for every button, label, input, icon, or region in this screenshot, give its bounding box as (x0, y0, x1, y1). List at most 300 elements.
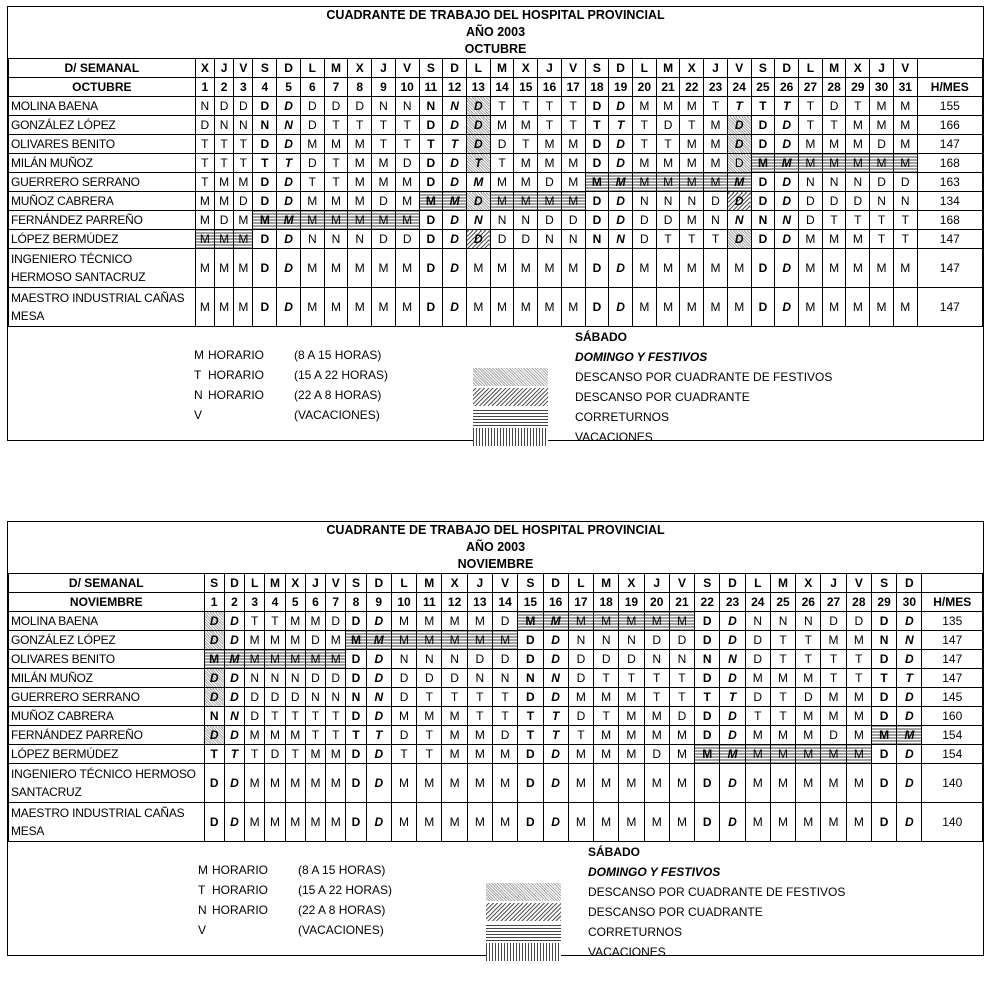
shift-cell: D (727, 154, 751, 173)
shift-cell: T (518, 726, 543, 745)
shift-cell: N (492, 669, 517, 688)
employee-name: INGENIERO TÉCNICO HERMOSO SANTACRUZ (9, 249, 196, 288)
shift-cell: M (245, 764, 265, 803)
shift-cell: M (796, 803, 821, 842)
day-number-cell: 27 (799, 78, 823, 97)
shift-cell: M (745, 803, 770, 842)
shift-cell: M (796, 707, 821, 726)
shift-cell: M (443, 192, 467, 211)
shift-cell: D (871, 764, 896, 803)
shift-cell: D (897, 803, 922, 842)
day-number-cell: 12 (442, 593, 467, 612)
shift-cell: T (214, 135, 233, 154)
shift-cell: T (893, 230, 917, 249)
shift-cell: M (467, 745, 492, 764)
shift-cell: D (870, 173, 894, 192)
shift-cell: M (543, 612, 568, 631)
shift-cell: D (265, 745, 285, 764)
employee-name: MUÑOZ CABRERA (9, 192, 196, 211)
shift-grid (8, 58, 983, 327)
shift-cell: M (467, 726, 492, 745)
shift-cell: M (619, 688, 644, 707)
shift-cell: D (443, 211, 467, 230)
shift-cell: M (822, 230, 846, 249)
employee-name: FERNÁNDEZ PARREÑO (9, 726, 205, 745)
shift-cell: M (704, 249, 728, 288)
shift-cell: M (538, 154, 562, 173)
shift-cell: M (214, 288, 233, 327)
shift-cell: M (822, 154, 846, 173)
legend-shift-item (194, 345, 494, 365)
domingo-label: DOMINGO Y FESTIVOS (588, 865, 721, 879)
shift-cell: D (609, 288, 633, 327)
shift-cell: M (324, 211, 348, 230)
weekday-cell: X (619, 574, 644, 593)
day-number-cell: 21 (669, 593, 694, 612)
shift-cell: N (680, 192, 704, 211)
shift-cell: D (466, 230, 490, 249)
shift-cell: D (751, 230, 775, 249)
shift-hours: (22 A 8 HORAS) (294, 388, 382, 402)
shift-cell: D (492, 612, 517, 631)
shift-cell: D (644, 745, 669, 764)
shift-cell: T (585, 116, 609, 135)
shift-cell: M (821, 707, 846, 726)
shift-cell: M (669, 612, 694, 631)
shift-cell: D (265, 688, 285, 707)
shift-cell: D (870, 135, 894, 154)
shift-cell: M (204, 650, 224, 669)
shift-cell: T (305, 726, 325, 745)
weekday-cell: X (514, 59, 538, 78)
shift-cell: T (234, 154, 253, 173)
shift-cell: T (443, 135, 467, 154)
shift-cell: D (366, 669, 391, 688)
shift-cell: D (305, 631, 325, 650)
blank-cell (922, 574, 983, 593)
shift-grid (8, 573, 983, 842)
shift-cell: M (846, 230, 870, 249)
shift-label: HORARIO (212, 863, 269, 877)
weekday-cell: X (680, 59, 704, 78)
shift-cell: D (822, 97, 846, 116)
dsemanal-label: D/ SEMANAL (9, 59, 196, 78)
shift-cell: D (324, 97, 348, 116)
shift-cell: M (326, 803, 346, 842)
shift-cell: T (285, 707, 305, 726)
legend-shift-item (198, 920, 498, 940)
shift-cell: N (417, 650, 442, 669)
shift-cell: D (695, 764, 720, 803)
shift-cell: D (775, 173, 799, 192)
shift-cell: M (870, 97, 894, 116)
shift-cell: M (366, 631, 391, 650)
shift-code: V (194, 408, 203, 422)
shift-cell: M (285, 803, 305, 842)
shift-cell: M (538, 249, 562, 288)
shift-cell: N (727, 211, 751, 230)
shift-cell: D (695, 726, 720, 745)
monthly-hours: 160 (922, 707, 983, 726)
day-number-cell: 14 (492, 593, 517, 612)
shift-cell: M (568, 612, 593, 631)
shift-cell: D (366, 650, 391, 669)
shift-cell: M (727, 288, 751, 327)
employee-name: MILÁN MUÑOZ (9, 669, 205, 688)
shift-cell: M (846, 688, 871, 707)
shift-cell: D (822, 192, 846, 211)
shift-cell: T (704, 97, 728, 116)
shift-cell: D (799, 211, 823, 230)
shift-cell: D (204, 803, 224, 842)
shift-cell: N (619, 631, 644, 650)
shift-cell: M (372, 173, 396, 192)
day-number-cell: 17 (561, 78, 585, 97)
shift-cell: D (443, 249, 467, 288)
shift-cell: M (893, 135, 917, 154)
shift-cell: D (751, 192, 775, 211)
shift-cell: T (253, 154, 277, 173)
legend-shift-item (198, 880, 498, 900)
shift-cell: M (372, 249, 396, 288)
day-number-cell: 6 (305, 593, 325, 612)
shift-cell: M (224, 650, 244, 669)
shift-cell: M (305, 650, 325, 669)
shift-cell: D (391, 726, 416, 745)
shift-cell: M (799, 135, 823, 154)
shift-cell: D (538, 211, 562, 230)
weekday-cell: L (391, 574, 416, 593)
shift-cell: D (277, 97, 301, 116)
shift-cell: M (893, 116, 917, 135)
shift-cell: M (442, 631, 467, 650)
shift-cell: D (720, 726, 745, 745)
shift-cell: D (561, 211, 585, 230)
shift-cell: M (619, 745, 644, 764)
employee-name: GONZÁLEZ LÓPEZ (9, 631, 205, 650)
shift-cell: N (265, 669, 285, 688)
shift-cell: T (751, 97, 775, 116)
shift-cell: D (419, 116, 443, 135)
shift-cell: D (253, 97, 277, 116)
employee-row (9, 192, 983, 211)
shift-cell: D (224, 688, 244, 707)
shift-hours: (VACACIONES) (294, 408, 380, 422)
shift-cell: D (695, 631, 720, 650)
shift-code: N (198, 903, 207, 917)
weekday-cell: V (326, 574, 346, 593)
shift-cell: M (391, 612, 416, 631)
shift-cell: M (300, 288, 324, 327)
day-number-cell: 1 (195, 78, 214, 97)
shift-cell: M (609, 173, 633, 192)
shift-cell: N (632, 192, 656, 211)
weekday-cell: J (538, 59, 562, 78)
shift-cell: D (277, 192, 301, 211)
shift-cell: M (704, 135, 728, 154)
shift-cell: N (518, 669, 543, 688)
legend-shift-item (198, 900, 498, 920)
shift-cell: D (204, 631, 224, 650)
shift-cell: D (669, 707, 694, 726)
shift-cell: M (285, 612, 305, 631)
day-number-cell: 11 (417, 593, 442, 612)
header-title: CUADRANTE DE TRABAJO DEL HOSPITAL PROVINCIAL (326, 8, 665, 22)
shift-cell: D (585, 249, 609, 288)
day-number-cell: 8 (346, 593, 366, 612)
shift-cell: M (656, 173, 680, 192)
shift-cell: M (561, 173, 585, 192)
shift-cell: T (669, 688, 694, 707)
shift-cell: T (680, 230, 704, 249)
pattern-label: CORRETURNOS (588, 925, 683, 939)
shift-cell: D (253, 230, 277, 249)
employee-row (9, 764, 983, 803)
shift-cell: T (745, 707, 770, 726)
shift-cell: D (348, 97, 372, 116)
shift-cell: T (277, 154, 301, 173)
header-title: CUADRANTE DE TRABAJO DEL HOSPITAL PROVINCIAL (326, 523, 665, 537)
shift-cell: D (346, 669, 366, 688)
day-number-cell: 15 (514, 78, 538, 97)
weekday-cell: M (265, 574, 285, 593)
shift-cell: T (285, 745, 305, 764)
pattern-swatch (486, 943, 561, 961)
shift-cell: T (265, 612, 285, 631)
shift-cell: D (871, 650, 896, 669)
shift-cell: M (680, 288, 704, 327)
shift-cell: N (442, 650, 467, 669)
shift-cell: N (538, 230, 562, 249)
day-number-cell: 15 (518, 593, 543, 612)
employee-name: MAESTRO INDUSTRIAL CAÑAS MESA (9, 288, 196, 327)
shift-cell: D (518, 745, 543, 764)
shift-cell: D (871, 612, 896, 631)
shift-cell: M (285, 726, 305, 745)
day-number-cell: 20 (644, 593, 669, 612)
shift-cell: M (821, 745, 846, 764)
weekday-cell: D (720, 574, 745, 593)
pattern-label: VACACIONES (588, 945, 666, 959)
shift-cell: M (656, 154, 680, 173)
pattern-label: VACACIONES (575, 430, 653, 444)
shift-cell: M (680, 135, 704, 154)
shift-cell: M (348, 173, 372, 192)
weekday-cell: X (195, 59, 214, 78)
shift-label: HORARIO (212, 883, 269, 897)
shift-cell: T (518, 707, 543, 726)
shift-cell: N (195, 97, 214, 116)
shift-cell: N (822, 173, 846, 192)
shift-cell: M (871, 726, 896, 745)
day-number-cell: 27 (821, 593, 846, 612)
shift-cell: M (417, 764, 442, 803)
shift-cell: D (695, 707, 720, 726)
shift-cell: D (326, 669, 346, 688)
weekday-row (9, 574, 983, 593)
day-number-cell: 7 (324, 78, 348, 97)
weekday-cell: L (466, 59, 490, 78)
shift-cell: M (372, 211, 396, 230)
shift-cell: T (492, 707, 517, 726)
shift-cell: N (277, 116, 301, 135)
employee-row (9, 612, 983, 631)
shift-cell: M (326, 650, 346, 669)
shift-cell: D (518, 803, 543, 842)
shift-cell: D (669, 631, 694, 650)
shift-cell: D (214, 211, 233, 230)
shift-cell: M (619, 803, 644, 842)
shift-label: HORARIO (208, 388, 265, 402)
day-number-cell: 4 (253, 78, 277, 97)
shift-cell: M (490, 192, 514, 211)
shift-cell: M (727, 173, 751, 192)
shift-cell: D (372, 230, 396, 249)
day-number-cell: 21 (656, 78, 680, 97)
shift-cell: D (277, 288, 301, 327)
shift-cell: D (346, 707, 366, 726)
shift-cell: N (443, 97, 467, 116)
day-number-cell: 29 (846, 78, 870, 97)
shift-cell: D (585, 288, 609, 327)
day-number-cell: 22 (680, 78, 704, 97)
shift-cell: D (204, 726, 224, 745)
shift-cell: M (514, 154, 538, 173)
shift-cell: M (348, 135, 372, 154)
shift-cell: D (543, 631, 568, 650)
day-number-cell: 13 (466, 78, 490, 97)
shift-cell: M (214, 249, 233, 288)
shift-cell: D (277, 249, 301, 288)
shift-cell: D (466, 135, 490, 154)
shift-cell: T (543, 726, 568, 745)
shift-cell: D (871, 745, 896, 764)
shift-cell: D (224, 803, 244, 842)
shift-cell: N (466, 211, 490, 230)
shift-cell: M (680, 97, 704, 116)
shift-cell: D (466, 97, 490, 116)
employee-name: MOLINA BAENA (9, 97, 196, 116)
shift-cell: D (720, 612, 745, 631)
shift-cell: T (467, 707, 492, 726)
shift-cell: D (419, 249, 443, 288)
shift-cell: T (632, 116, 656, 135)
shift-cell: M (822, 249, 846, 288)
shift-cell: M (770, 669, 795, 688)
shift-cell: D (720, 764, 745, 803)
shift-cell: D (442, 669, 467, 688)
header-year: AÑO 2003 (465, 540, 526, 554)
shift-cell: M (799, 249, 823, 288)
shift-cell: M (745, 726, 770, 745)
day-number-cell: 3 (245, 593, 265, 612)
employee-name: GUERRERO SERRANO (9, 173, 196, 192)
shift-cell: M (419, 192, 443, 211)
day-number-cell: 5 (285, 593, 305, 612)
weekday-cell: V (395, 59, 419, 78)
weekday-cell: D (443, 59, 467, 78)
shift-code: N (194, 388, 203, 402)
shift-cell: M (326, 745, 346, 764)
shift-cell: N (704, 211, 728, 230)
shift-cell: M (720, 745, 745, 764)
shift-cell: M (770, 803, 795, 842)
shift-cell: M (680, 154, 704, 173)
shift-cell: T (799, 97, 823, 116)
shift-cell: M (846, 764, 871, 803)
monthly-hours: 134 (917, 192, 982, 211)
shift-cell: D (568, 707, 593, 726)
shift-cell: M (300, 192, 324, 211)
shift-cell: M (195, 230, 214, 249)
shift-cell: D (893, 173, 917, 192)
shift-cell: M (893, 97, 917, 116)
employee-name: INGENIERO TÉCNICO HERMOSO SANTACRUZ (9, 764, 205, 803)
shift-cell: M (680, 211, 704, 230)
shift-cell: D (395, 154, 419, 173)
weekday-cell: S (871, 574, 896, 593)
employee-row (9, 288, 983, 327)
employee-row (9, 707, 983, 726)
day-number-cell: 3 (234, 78, 253, 97)
shift-cell: T (770, 631, 795, 650)
shift-cell: T (391, 745, 416, 764)
shift-cell: M (391, 803, 416, 842)
weekday-cell: S (518, 574, 543, 593)
shift-cell: T (245, 612, 265, 631)
dsemanal-label: D/ SEMANAL (9, 574, 205, 593)
shift-cell: M (234, 211, 253, 230)
shift-cell: T (195, 173, 214, 192)
shift-cell: M (745, 669, 770, 688)
shift-cell: N (871, 631, 896, 650)
shift-cell: D (518, 688, 543, 707)
weekday-cell: V (669, 574, 694, 593)
weekday-cell: S (204, 574, 224, 593)
shift-cell: T (265, 707, 285, 726)
shift-cell: D (751, 288, 775, 327)
shift-cell: M (594, 745, 619, 764)
shift-cell: M (324, 135, 348, 154)
shift-cell: T (609, 116, 633, 135)
shift-cell: T (846, 97, 870, 116)
shift-cell: D (518, 650, 543, 669)
shift-cell: M (796, 745, 821, 764)
shift-cell: D (245, 688, 265, 707)
shift-cell: T (514, 97, 538, 116)
day-number-row (9, 78, 983, 97)
shift-cell: M (245, 726, 265, 745)
shift-cell: D (543, 803, 568, 842)
shift-cell: D (419, 211, 443, 230)
employee-row (9, 745, 983, 764)
shift-hours: (15 A 22 HORAS) (298, 883, 393, 897)
day-number-cell: 30 (870, 78, 894, 97)
shift-cell: N (568, 631, 593, 650)
day-number-cell: 2 (214, 78, 233, 97)
monthly-hours: 147 (917, 249, 982, 288)
shift-hours: (22 A 8 HORAS) (298, 903, 386, 917)
weekday-cell: V (561, 59, 585, 78)
shift-cell: N (796, 612, 821, 631)
shift-cell: M (704, 154, 728, 173)
shift-cell: N (324, 230, 348, 249)
shift-cell: M (751, 154, 775, 173)
shift-cell: M (846, 707, 871, 726)
shift-cell: M (214, 173, 233, 192)
shift-cell: D (720, 707, 745, 726)
shift-cell: D (490, 135, 514, 154)
